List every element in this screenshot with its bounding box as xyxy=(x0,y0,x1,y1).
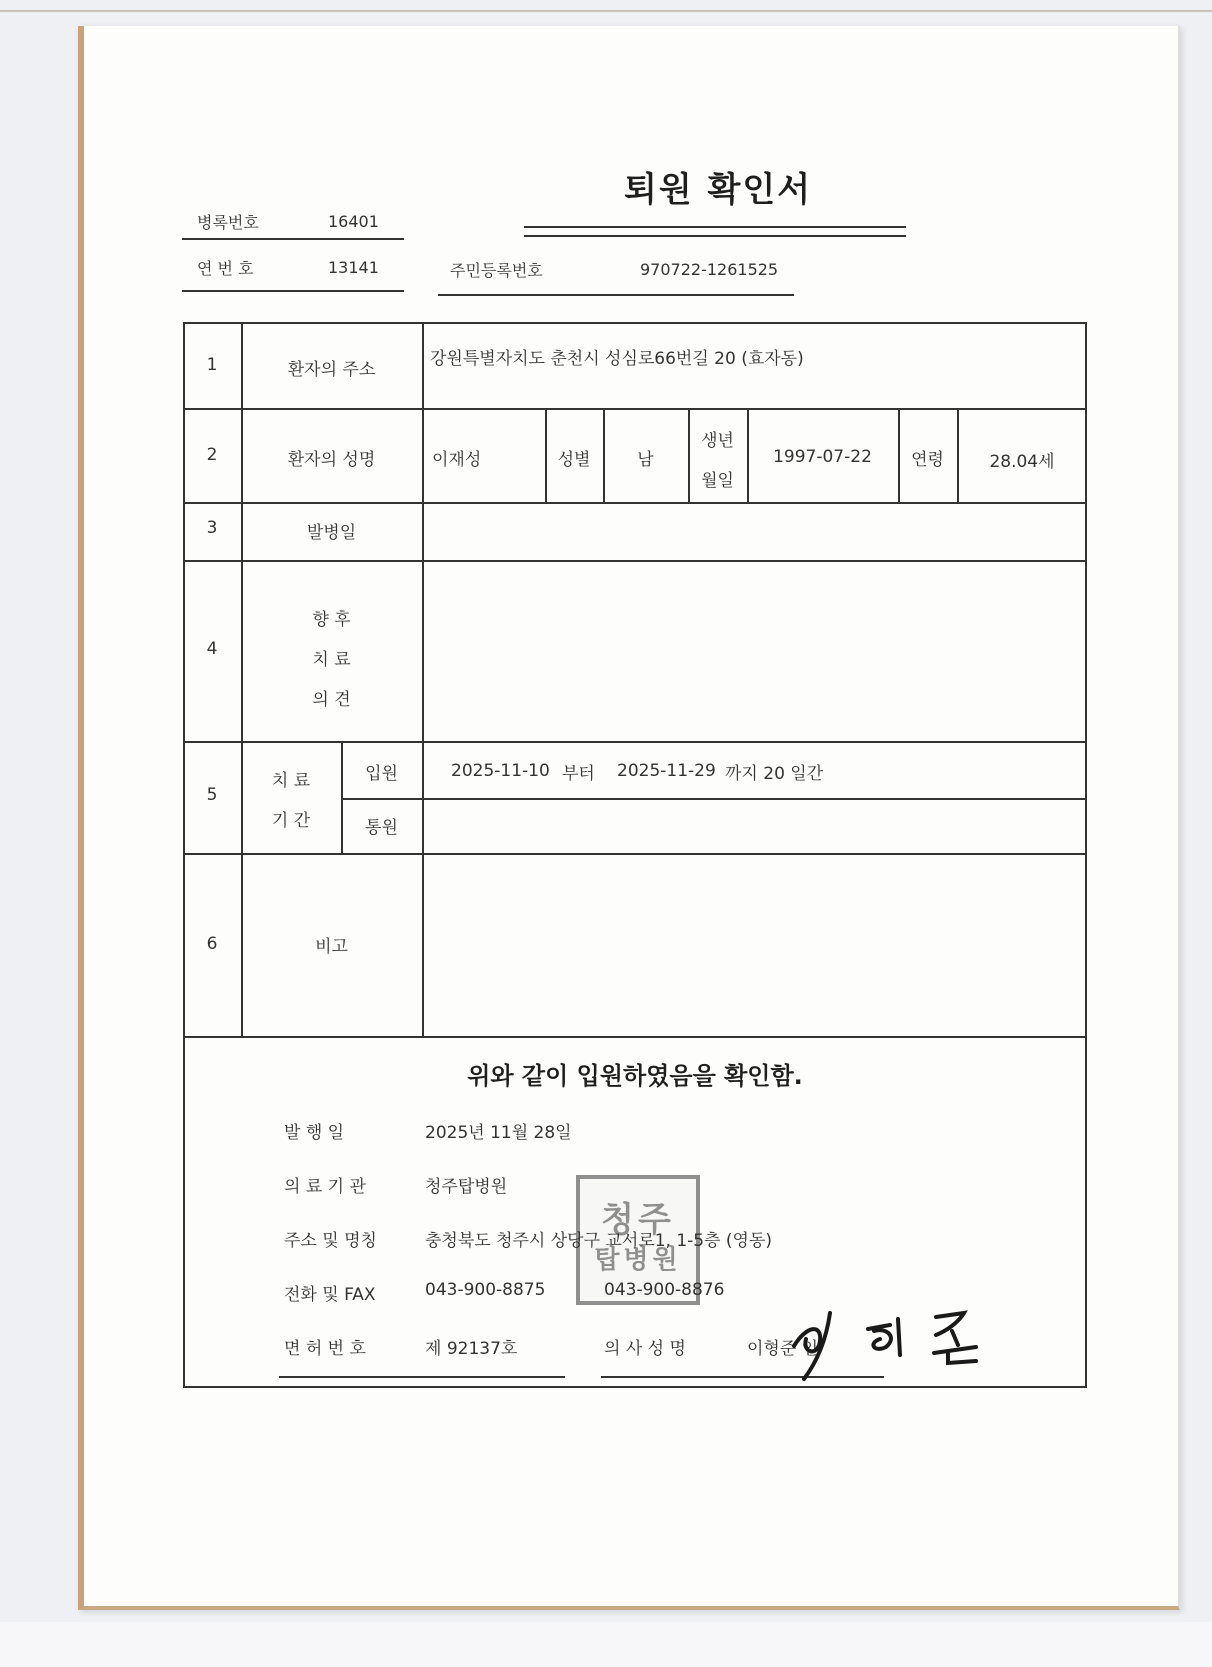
serial-no-value: 13141 xyxy=(328,258,379,277)
license-no-label: 면 허 번 호 xyxy=(284,1339,366,1359)
row-number: 3 xyxy=(206,518,218,538)
name-label: 환자의 성명 xyxy=(287,450,376,470)
fax-value: 043-900-8876 xyxy=(604,1280,725,1300)
treatment-period-label-line2: 기 간 xyxy=(271,811,311,831)
inpatient-end-date: 2025-11-29 xyxy=(617,761,716,781)
row-number: 4 xyxy=(206,639,218,659)
phone-fax-label: 전화 및 FAX xyxy=(284,1285,376,1305)
confirmation-statement: 위와 같이 입원하였음을 확인함. xyxy=(467,1062,803,1090)
license-underline xyxy=(279,1376,565,1378)
record-no-value: 16401 xyxy=(328,212,379,231)
until-days-text: 까지 20 일간 xyxy=(725,764,824,784)
treatment-opinion-label xyxy=(241,600,422,720)
record-no-underline xyxy=(182,238,404,240)
col-divider xyxy=(422,322,424,1036)
sex-value: 남 xyxy=(637,450,654,470)
row-divider xyxy=(183,1036,1087,1038)
row-number: 1 xyxy=(206,355,218,375)
seal-line2: 탑병원 xyxy=(594,1245,682,1275)
seal-line1: 청주 xyxy=(601,1200,675,1240)
treatment-period-label-line1: 치 료 xyxy=(271,771,311,791)
age-label: 연령 xyxy=(911,450,944,470)
doctor-signature xyxy=(776,1291,996,1381)
resident-no-value: 970722-1261525 xyxy=(640,260,779,279)
inpatient-start-date: 2025-11-10 xyxy=(451,761,550,781)
birth-value: 1997-07-22 xyxy=(773,447,872,467)
row-divider xyxy=(183,741,1087,743)
institution-value: 청주탑병원 xyxy=(425,1177,508,1197)
row-divider xyxy=(183,502,1087,504)
issue-date-label: 발 행 일 xyxy=(284,1123,345,1143)
institution-label: 의 료 기 관 xyxy=(284,1177,366,1197)
age-value: 28.04세 xyxy=(989,452,1055,472)
treatment-opinion-label-line2: 치 료 xyxy=(312,650,351,670)
row-divider xyxy=(183,853,1087,855)
row-number: 5 xyxy=(206,785,218,805)
top-edge-line xyxy=(0,10,1212,12)
institution-address: 충청북도 청주시 상당구 교서로1, 1-5층 (영동) xyxy=(425,1231,773,1251)
doctor-name-label: 의 사 성 명 xyxy=(604,1339,686,1359)
document-title: 퇴원 확인서 xyxy=(624,170,813,210)
row-divider xyxy=(341,798,1087,800)
onset-label: 발병일 xyxy=(306,523,357,543)
license-no-value: 제 92137호 xyxy=(425,1339,518,1359)
remarks-label: 비고 xyxy=(315,937,348,957)
outpatient-label: 통원 xyxy=(365,818,398,838)
from-text: 부터 xyxy=(562,764,595,784)
name-value: 이재성 xyxy=(432,450,482,470)
resident-no-underline xyxy=(438,294,794,296)
bottom-margin xyxy=(0,1622,1212,1667)
resident-no-label: 주민등록번호 xyxy=(450,261,543,280)
record-no-label: 병록번호 xyxy=(197,213,259,232)
serial-no-underline xyxy=(182,290,404,292)
address-label: 환자의 주소 xyxy=(287,360,376,380)
birth-label xyxy=(688,421,747,501)
row-divider xyxy=(183,560,1087,562)
treatment-opinion-label-line1: 향 후 xyxy=(312,610,351,630)
serial-no-label: 연 번 호 xyxy=(197,259,254,278)
inpatient-label: 입원 xyxy=(365,764,398,784)
address-name-label: 주소 및 명칭 xyxy=(284,1231,377,1251)
document-page xyxy=(78,26,1180,1610)
row-divider xyxy=(183,408,1087,410)
birth-label-line1: 생년 xyxy=(701,431,734,451)
birth-label-line2: 월일 xyxy=(701,471,734,491)
row-number: 2 xyxy=(206,445,218,465)
phone-value: 043-900-8875 xyxy=(425,1280,546,1300)
row-number: 6 xyxy=(206,934,218,954)
title-double-rule xyxy=(524,226,906,237)
treatment-opinion-label-line3: 의 견 xyxy=(312,690,351,710)
issue-date-value: 2025년 11월 28일 xyxy=(425,1123,572,1143)
address-value: 강원특별자치도 춘천시 성심로66번길 20 (효자동) xyxy=(430,349,804,369)
doctor-name-value: 이형준 인 xyxy=(747,1339,819,1359)
sex-label: 성별 xyxy=(557,450,591,470)
treatment-period-label xyxy=(241,761,341,841)
